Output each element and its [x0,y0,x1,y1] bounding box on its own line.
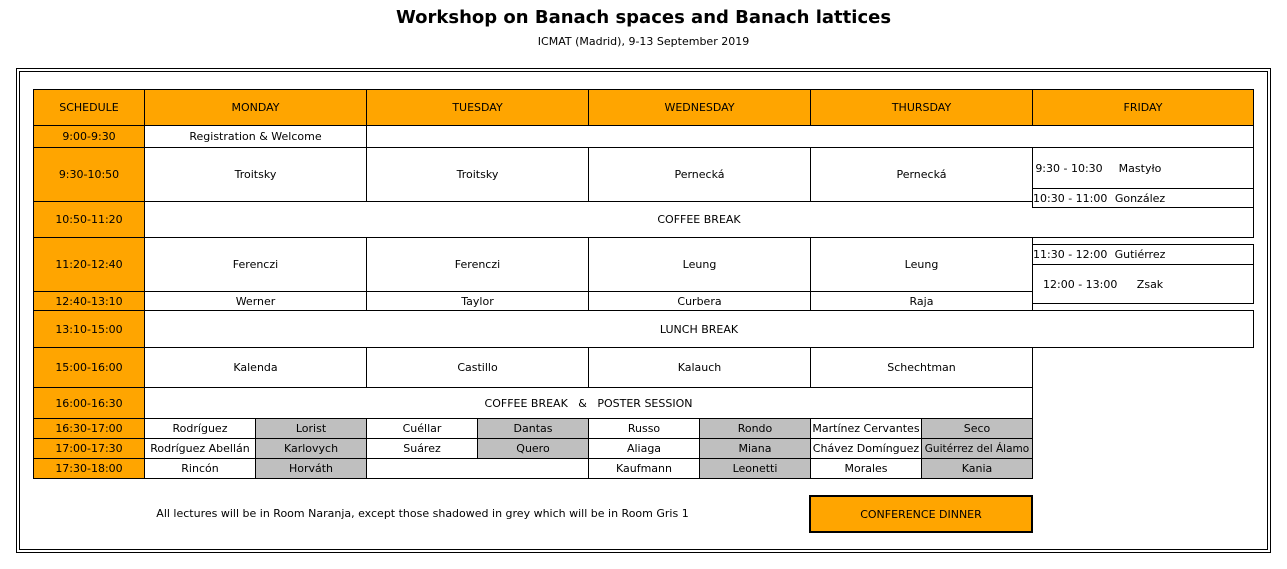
header-wednesday: WEDNESDAY [588,89,811,126]
short-talk-cell: Rodríguez [144,418,256,439]
talk-cell: Troitsky [144,147,367,202]
header-monday: MONDAY [144,89,367,126]
time-cell: 15:00-16:00 [33,347,145,388]
time-cell: 9:30-10:50 [33,147,145,202]
header-schedule: SCHEDULE [33,89,145,126]
talk-cell: Pernecká [588,147,811,202]
registration-cell: Registration & Welcome [144,125,367,148]
time-cell: 11:20-12:40 [33,237,145,292]
friday-talk [1032,264,1254,304]
short-talk-cell-grey: Quero [477,438,589,459]
empty-cell [366,458,589,479]
conference-dinner-box: CONFERENCE DINNER [809,495,1033,533]
time-cell: 12:40-13:10 [33,291,145,311]
time-cell: 17:30-18:00 [33,458,145,479]
short-talk-cell-grey: Horváth [255,458,367,479]
friday-talk-time: 12:00 - 13:00 [1043,277,1118,291]
room-note: All lectures will be in Room Naranja, except those shadowed in grey which will be in Room Gris 1 [156,507,689,520]
short-talk-cell: Morales [810,458,922,479]
short-talk-cell-grey: Dantas [477,418,589,439]
talk-cell: Schechtman [810,347,1033,388]
page-subtitle: ICMAT (Madrid), 9-13 September 2019 [537,35,750,48]
page-title: Workshop on Banach spaces and Banach lattices [395,7,892,28]
talk-cell: Ferenczi [366,237,589,292]
friday-talk [1032,147,1254,189]
short-talk-cell-grey: Karlovych [255,438,367,459]
header-friday: FRIDAY [1032,89,1254,126]
time-cell: 13:10-15:00 [33,310,145,348]
short-talk-cell: Rodríguez Abellán [144,438,256,459]
short-talk-cell-grey: Guitérrez del Álamo [921,438,1033,459]
friday-talk [1032,188,1254,208]
talk-cell: Castillo [366,347,589,388]
short-talk-cell: Suárez [366,438,478,459]
short-talk-cell-grey: Rondo [699,418,811,439]
talk-cell: Curbera [588,291,811,311]
talk-cell: Raja [810,291,1033,311]
short-talk-cell: Cuéllar [366,418,478,439]
friday-talk-time: 9:30 - 10:30 [1035,161,1103,175]
friday-talk-time: 11:30 - 12:00 [1033,248,1108,261]
talk-cell: Taylor [366,291,589,311]
short-talk-cell-grey: Lorist [255,418,367,439]
time-cell: 17:00-17:30 [33,438,145,459]
short-talk-cell-grey: Leonetti [699,458,811,479]
talk-cell: Leung [588,237,811,292]
friday-talk-speaker: González [1114,191,1166,205]
short-talk-cell-grey: Miana [699,438,811,459]
talk-cell: Kalenda [144,347,367,388]
talk-cell: Kalauch [588,347,811,388]
short-talk-cell: Russo [588,418,700,439]
talk-cell: Ferenczi [144,237,367,292]
time-cell: 16:00-16:30 [33,387,145,419]
short-talk-cell: Martínez Cervantes [810,418,922,439]
short-talk-cell: Aliaga [588,438,700,459]
friday-talk [1032,244,1254,265]
empty-cell [366,125,1254,148]
header-thursday: THURSDAY [810,89,1033,126]
friday-talk-time: 10:30 - 11:00 [1033,191,1108,205]
talk-cell: Pernecká [810,147,1033,202]
talk-cell: Leung [810,237,1033,292]
coffee-break-cell: COFFEE BREAK [144,201,1254,238]
time-cell: 16:30-17:00 [33,418,145,439]
time-cell: 10:50-11:20 [33,201,145,238]
header-tuesday: TUESDAY [366,89,589,126]
talk-cell: Troitsky [366,147,589,202]
short-talk-cell: Chávez Domínguez [810,438,922,459]
short-talk-cell: Rincón [144,458,256,479]
short-talk-cell-grey: Kania [921,458,1033,479]
short-talk-cell-grey: Seco [921,418,1033,439]
friday-talk-speaker: Gutiérrez [1114,248,1166,261]
friday-talk-speaker: Zsak [1136,277,1164,291]
coffee-poster-cell: COFFEE BREAK & POSTER SESSION [144,387,1033,419]
time-cell: 9:00-9:30 [33,125,145,148]
friday-talk-speaker: Mastyło [1118,161,1162,175]
lunch-break-cell: LUNCH BREAK [144,310,1254,348]
short-talk-cell: Kaufmann [588,458,700,479]
talk-cell: Werner [144,291,367,311]
